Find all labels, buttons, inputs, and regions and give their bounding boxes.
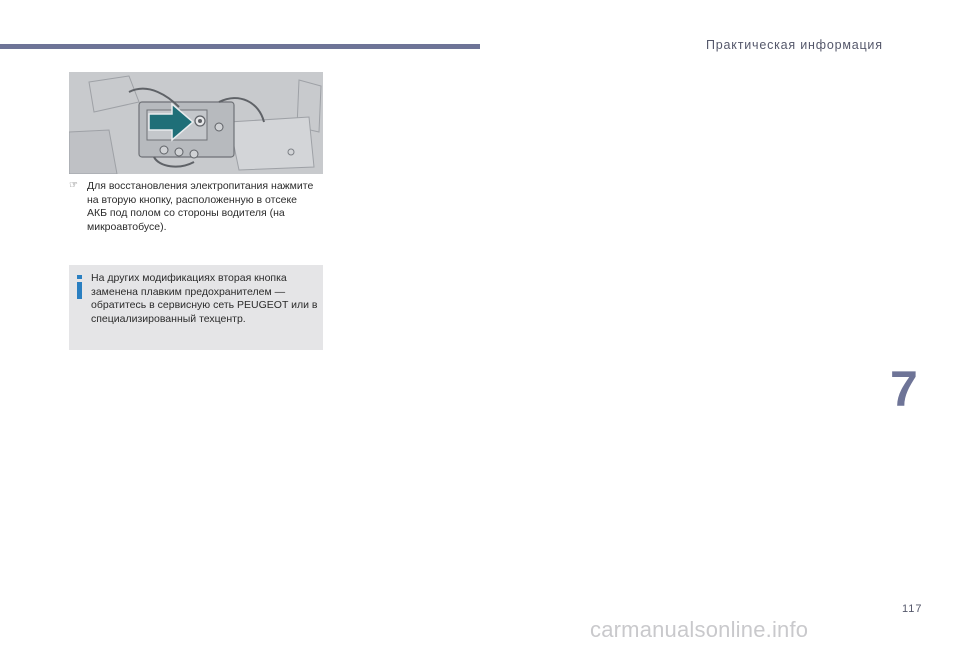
section-title: Практическая информация <box>706 38 883 52</box>
page-number: 117 <box>902 603 923 615</box>
header-rule <box>0 44 480 49</box>
info-icon <box>75 275 85 299</box>
pointing-hand-icon: ☞ <box>69 180 78 191</box>
chapter-number: 7 <box>890 361 918 417</box>
info-note <box>69 265 323 350</box>
battery-compartment-illustration <box>69 72 323 174</box>
instruction-text: Для восстановления электропитания нажмите на вторую кнопку, расположенную в отсеке АКБ под полом со стороны водителя (на микроавтобусе). <box>87 180 314 233</box>
watermark: carmanualsonline.info <box>590 617 809 642</box>
instruction-step <box>69 180 323 234</box>
battery-diagram-svg <box>69 72 323 174</box>
info-text: На других модификациях вторая кнопка заменена плавким предохранителем — обратитесь в сервисную сеть PEUGEOT или в специализированный техцентр. <box>91 272 318 325</box>
